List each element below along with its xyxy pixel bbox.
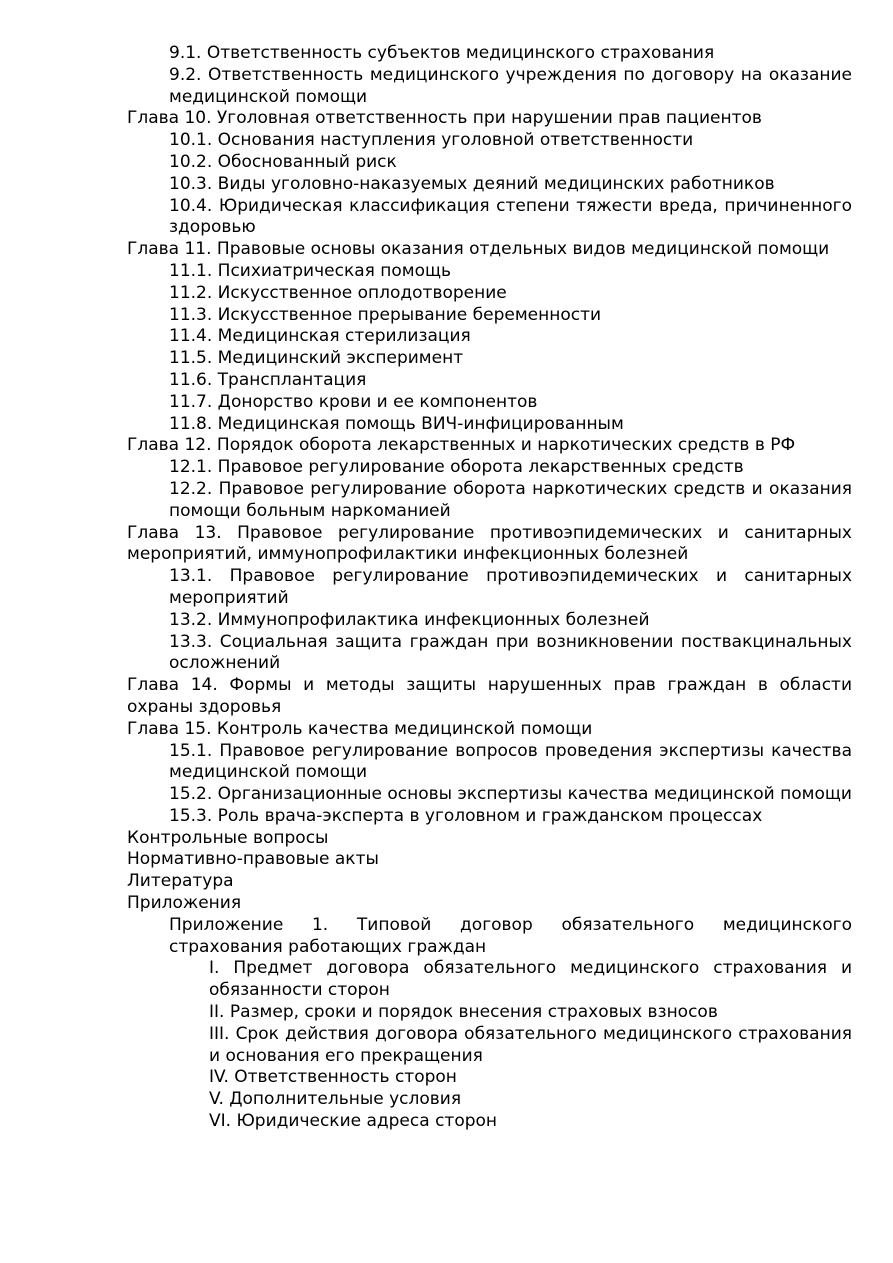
toc-section-entry: 10.4. Юридическая классификация степени тяжести вреда, причиненного здоровью xyxy=(169,195,852,238)
toc-section-entry: 11.5. Медицинский эксперимент xyxy=(169,348,464,369)
toc-section-entry: 9.2. Ответственность медицинского учреждения по договору на оказание медицинской помощи xyxy=(169,64,852,107)
toc-chapter-entry: Глава 12. Порядок оборота лекарственных и наркотических средств в РФ xyxy=(127,435,796,456)
toc-section-entry: 11.7. Донорство крови и ее компонентов xyxy=(169,391,538,412)
toc-chapter-entry: Приложения xyxy=(127,893,242,914)
toc-section-entry: 11.8. Медицинская помощь ВИЧ-инфицированным xyxy=(169,413,624,434)
toc-section-entry: 12.1. Правовое регулирование оборота лекарственных средств xyxy=(169,457,744,478)
toc-section-entry: 9.1. Ответственность субъектов медицинского страхования xyxy=(169,43,715,63)
toc-chapter-entry: Глава 10. Уголовная ответственность при нарушении прав пациентов xyxy=(127,108,762,129)
toc-chapter-entry: Глава 14. Формы и методы защиты нарушенных прав граждан в области охраны здоровья xyxy=(127,675,852,717)
toc-subsection-entry: VI. Юридические адреса сторон xyxy=(209,1111,498,1132)
toc-subsection-entry: I. Предмет договора обязательного медицинского страхования и обязанности сторон xyxy=(209,958,852,1001)
toc-section-entry: 13.2. Иммунопрофилактика инфекционных болезней xyxy=(169,609,650,630)
toc-section-entry: 12.2. Правовое регулирование оборота наркотических средств и оказания помощи больным наркоманией xyxy=(169,478,852,521)
toc-section-entry: 11.6. Трансплантация xyxy=(169,369,367,390)
toc-section-entry: 11.2. Искусственное оплодотворение xyxy=(169,282,507,303)
toc-subsection-entry: II. Размер, сроки и порядок внесения страховых взносов xyxy=(209,1002,718,1023)
toc-section-entry: 15.3. Роль врача-эксперта в уголовном и гражданском процессах xyxy=(169,805,763,826)
toc-chapter-entry: Глава 13. Правовое регулирование противоэпидемических и санитарных мероприятий, иммунопрофилактики инфекционных болезней xyxy=(127,522,852,565)
toc-chapter-entry: Контрольные вопросы xyxy=(127,827,329,848)
toc-subsection-entry: V. Дополнительные условия xyxy=(209,1089,462,1110)
toc-chapter-entry: Литература xyxy=(127,871,234,892)
toc-section-entry: 11.3. Искусственное прерывание беременности xyxy=(169,304,602,325)
toc-section-entry: 10.1. Основания наступления уголовной ответственности xyxy=(169,130,694,151)
toc-section-entry: Приложение 1. Типовой договор обязательного медицинского страхования работающих граждан xyxy=(169,914,852,957)
toc-chapter-entry: Глава 11. Правовые основы оказания отдельных видов медицинской помощи xyxy=(127,239,830,260)
toc-section-entry: 11.1. Психиатрическая помощь xyxy=(169,260,452,281)
toc-subsection-entry: III. Срок действия договора обязательного медицинского страхования и основания его прекращения xyxy=(209,1023,852,1066)
toc-section-entry: 10.2. Обоснованный риск xyxy=(169,151,397,172)
toc-chapter-entry: Нормативно-правовые акты xyxy=(127,849,379,870)
toc-subsection-entry: IV. Ответственность сторон xyxy=(209,1067,457,1088)
toc-section-entry: 13.1. Правовое регулирование противоэпидемических и санитарных мероприятий xyxy=(169,566,852,608)
toc-section-entry: 11.4. Медицинская стерилизация xyxy=(169,326,471,347)
toc-section-entry: 15.2. Организационные основы экспертизы качества медицинской помощи xyxy=(169,784,852,805)
toc-section-entry: 15.1. Правовое регулирование вопросов проведения экспертизы качества медицинской помощи xyxy=(169,740,852,783)
toc-section-entry: 10.3. Виды уголовно-наказуемых деяний медицинских работников xyxy=(169,173,775,194)
toc-chapter-entry: Глава 15. Контроль качества медицинской помощи xyxy=(127,718,593,739)
toc-section-entry: 13.3. Социальная защита граждан при возникновении поствакцинальных осложнений xyxy=(169,631,852,674)
table-of-contents xyxy=(127,43,852,1133)
